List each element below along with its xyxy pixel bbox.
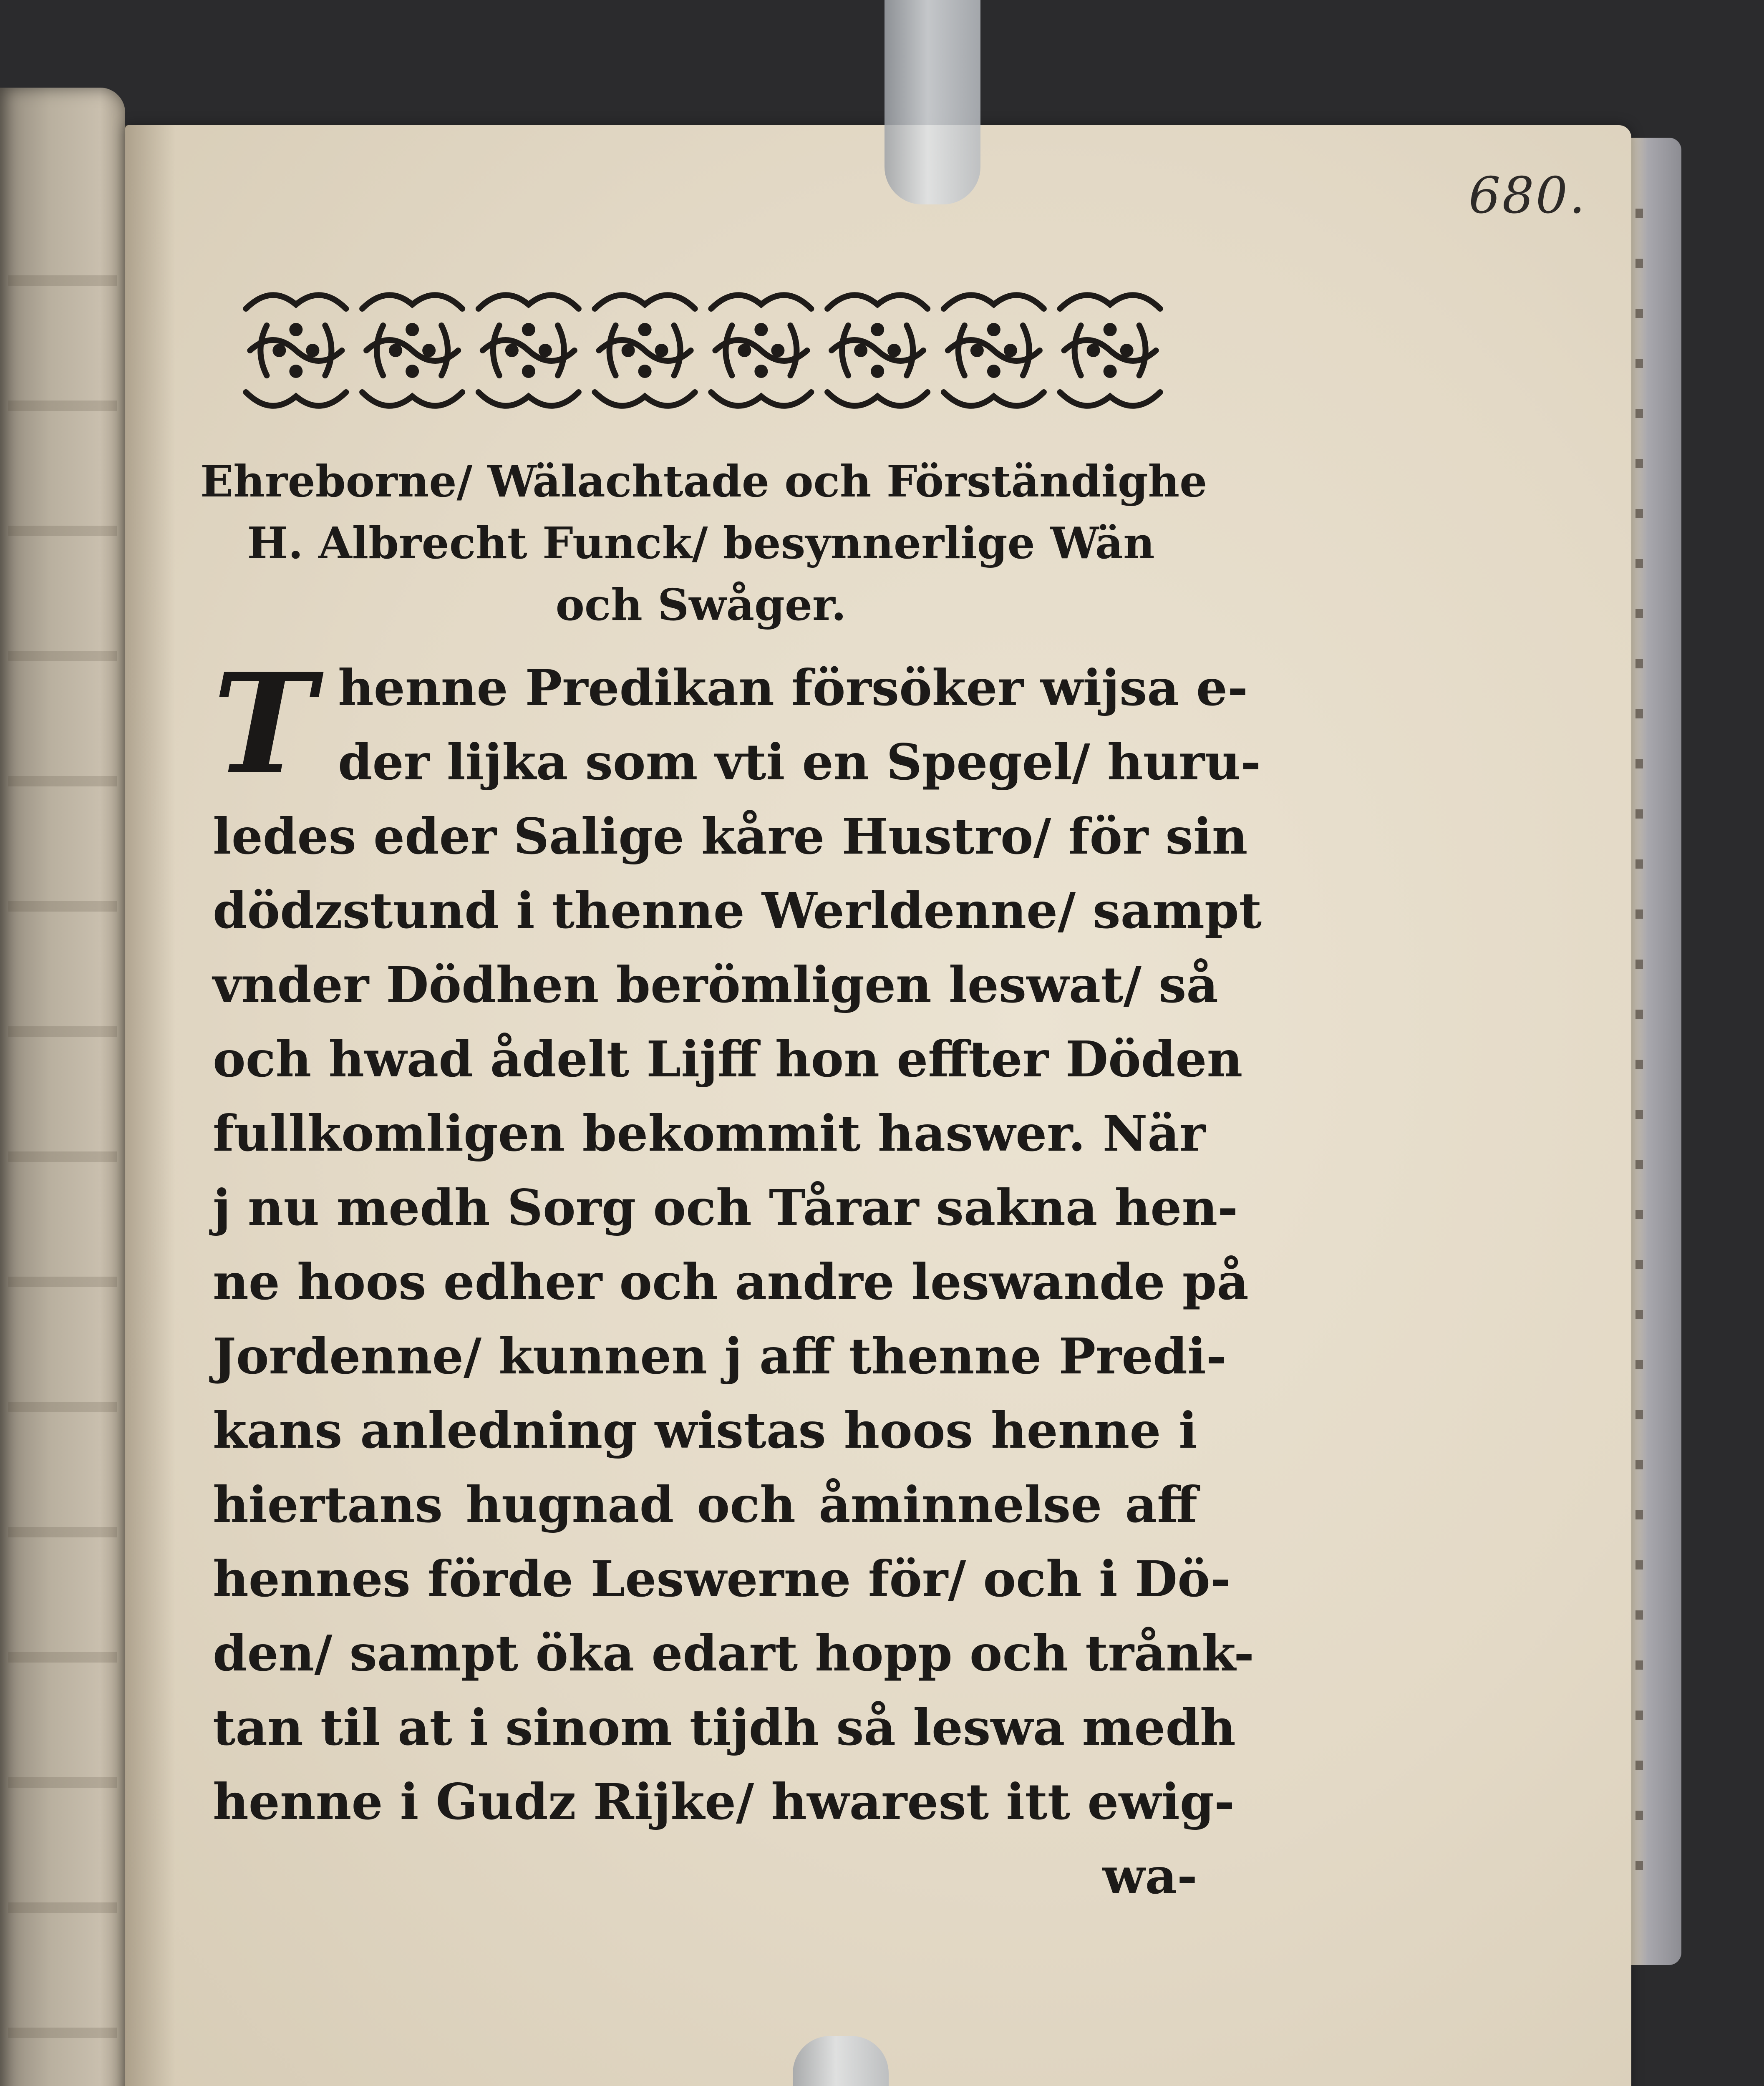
ornament-stroke	[1139, 325, 1146, 375]
text-line: ne hoos edher och andre leswande på	[213, 1253, 1249, 1311]
ornament-dot	[771, 344, 784, 357]
text-line: dödzstund i thenne Werldenne/ sampt	[213, 882, 1262, 940]
ornament-stroke	[246, 295, 346, 309]
ornament-dot	[754, 323, 768, 336]
text-line: der lijka som vti en Spegel/ huru-	[338, 733, 1261, 791]
ornament-stroke	[595, 392, 695, 406]
ornament-stroke	[362, 295, 462, 309]
ornament-dot	[987, 365, 1000, 378]
text-line: och hwad ådelt Lijff hon effter Döden	[213, 1030, 1243, 1088]
text-line: ledes eder Salige kåre Hustro/ för sin	[213, 807, 1248, 865]
printers-ornament-band	[238, 280, 1168, 421]
ornament-stroke	[362, 392, 462, 406]
folio-number: 680.	[1469, 167, 1587, 225]
ornament-dot	[1120, 344, 1134, 357]
ornament-stroke	[493, 325, 499, 375]
ornament-dot	[622, 344, 635, 357]
ornament-stroke	[595, 295, 695, 309]
ornament-stroke	[674, 325, 680, 375]
ornament-dot	[306, 344, 319, 357]
text-line: tan til at i sinom tijdh så leswa medh	[213, 1698, 1236, 1756]
ornament-stroke	[377, 325, 383, 375]
ornament-dot	[871, 365, 884, 378]
ornament-stroke	[944, 392, 1044, 406]
ornament-dot	[1104, 365, 1117, 378]
ornament-stroke	[260, 325, 267, 375]
ornament-dot	[522, 323, 535, 336]
decorated-initial: T	[213, 643, 315, 805]
text-line: Jordenne/ kunnen j aff thenne Predi-	[213, 1327, 1227, 1385]
ornament-stroke	[790, 325, 796, 375]
ornament-dot	[505, 344, 519, 357]
ornament-stroke	[479, 295, 579, 309]
ornament-dot	[272, 344, 286, 357]
ornament-dot	[738, 344, 751, 357]
ornament-dot	[1004, 344, 1017, 357]
ornament-dot	[289, 323, 302, 336]
ornament-stroke	[827, 295, 927, 309]
ornament-stroke	[726, 325, 732, 375]
ornament-stroke	[558, 325, 564, 375]
text-line: j nu medh Sorg och Tårar sakna hen-	[213, 1179, 1238, 1237]
text-line: den/ sampt öka edart hopp och trånk-	[213, 1624, 1255, 1682]
ornament-dot	[754, 365, 768, 378]
page-gutter-shadow	[125, 125, 175, 2086]
heading-line: och Swåger.	[555, 579, 847, 630]
ornament-stroke	[325, 325, 331, 375]
ornament-stroke	[1023, 325, 1029, 375]
ornament-dot	[1087, 344, 1100, 357]
ornament-dot	[406, 365, 419, 378]
ornament-dot	[854, 344, 867, 357]
ornament-dot	[970, 344, 984, 357]
text-line: hennes förde Leswerne för/ och i Dö-	[213, 1550, 1231, 1608]
text-line: fullkomligen bekommit haswer. När	[213, 1104, 1206, 1162]
ornament-stroke	[610, 325, 616, 375]
facing-page-show-through	[8, 213, 117, 2048]
ornament-dot	[638, 365, 652, 378]
ornament-dot	[406, 323, 419, 336]
ornament-dot	[871, 323, 884, 336]
ornament-stroke	[479, 392, 579, 406]
dedication-heading	[200, 451, 1207, 636]
ornament-stroke	[1075, 325, 1081, 375]
page-stack-markings	[1635, 209, 1643, 1877]
ornament-dot	[987, 323, 1000, 336]
facing-page-edge	[0, 88, 125, 2086]
text-line: henne Predikan försöker wijsa e-	[338, 659, 1248, 717]
text-line: hiertans hugnad och åminnelse aff	[213, 1476, 1197, 1534]
heading-line: Ehreborne/ Wälachtade och Förständighe	[200, 456, 1207, 507]
top-page-clip	[885, 0, 980, 204]
ornament-stroke	[907, 325, 913, 375]
ornament-dot	[1104, 323, 1117, 336]
ornament-stroke	[944, 295, 1044, 309]
catchword: wa-	[1102, 1847, 1197, 1905]
ornament-stroke	[827, 392, 927, 406]
heading-line: H. Albrecht Funck/ besynnerlige Wän	[247, 517, 1155, 569]
ornament-dot	[422, 344, 436, 357]
ornament-dot	[289, 365, 302, 378]
ornament-stroke	[958, 325, 965, 375]
ornament-dot	[638, 323, 652, 336]
ornament-stroke	[246, 392, 346, 406]
ornament-dot	[655, 344, 668, 357]
ornament-stroke	[842, 325, 848, 375]
ornament-stroke	[711, 392, 811, 406]
ornament-stroke	[1060, 295, 1160, 309]
ornament-dot	[522, 365, 535, 378]
text-line: henne i Gudz Rijke/ hwarest itt ewig-	[213, 1773, 1235, 1831]
ornament-dot	[389, 344, 402, 357]
ornament-dot	[887, 344, 901, 357]
text-line: kans anledning wistas hoos henne i	[213, 1401, 1197, 1459]
body-paragraph	[213, 643, 1262, 1913]
ornament-stroke	[441, 325, 448, 375]
ornament-stroke	[1060, 392, 1160, 406]
text-line: vnder Dödhen berömligen leswat/ så	[213, 956, 1218, 1014]
ornament-dot	[539, 344, 552, 357]
ornament-stroke	[711, 295, 811, 309]
